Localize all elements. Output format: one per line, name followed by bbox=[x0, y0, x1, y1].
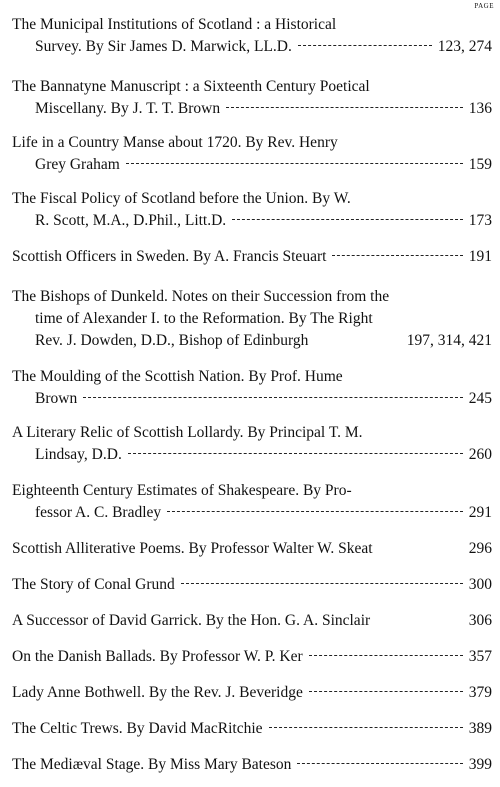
entry-page-number: 191 bbox=[468, 248, 492, 265]
toc-entry[interactable] bbox=[12, 538, 492, 560]
dot-leader bbox=[297, 761, 462, 764]
page-column-label: PAGE bbox=[474, 2, 494, 10]
entry-page-number: 260 bbox=[468, 446, 492, 463]
dot-leader bbox=[377, 546, 465, 548]
entry-page-number: 291 bbox=[468, 504, 492, 521]
toc-entry[interactable] bbox=[12, 366, 492, 410]
entry-title-line bbox=[12, 330, 492, 352]
entry-title: The Celtic Trews. By David MacRitchie bbox=[12, 720, 263, 737]
entry-page-number: 306 bbox=[468, 612, 492, 629]
entry-title: The Mediæval Stage. By Miss Mary Bateson bbox=[12, 756, 292, 773]
toc-entry[interactable] bbox=[12, 286, 492, 352]
entry-page-number: 245 bbox=[468, 390, 492, 407]
entry-page-number: 389 bbox=[468, 720, 492, 737]
entry-page-number: 123, 274 bbox=[437, 38, 492, 55]
toc-entry[interactable] bbox=[12, 574, 492, 596]
dot-leader bbox=[298, 43, 432, 46]
entry-title-line bbox=[12, 444, 492, 466]
entry-title: Lady Anne Bothwell. By the Rev. J. Beveridge bbox=[12, 684, 303, 701]
entry-title-line bbox=[12, 246, 492, 268]
entry-title: R. Scott, M.A., D.Phil., Litt.D. bbox=[35, 212, 227, 229]
entry-title: The Fiscal Policy of Scotland before the Union. By W. bbox=[12, 190, 351, 207]
toc-entry[interactable] bbox=[12, 610, 492, 632]
entry-title-line bbox=[12, 132, 492, 154]
dot-leader bbox=[309, 653, 463, 656]
entry-title: Lindsay, D.D. bbox=[35, 446, 122, 463]
entry-title: A Literary Relic of Scottish Lollardy. By Principal T. M. bbox=[12, 424, 363, 441]
entry-title: The Bannatyne Manuscript : a Sixteenth Century Poetical bbox=[12, 78, 370, 95]
toc-entry[interactable] bbox=[12, 754, 492, 776]
entry-page-number: 300 bbox=[468, 576, 492, 593]
toc-entry[interactable] bbox=[12, 188, 492, 232]
entry-page-number: 136 bbox=[468, 100, 492, 117]
entry-title-line bbox=[12, 188, 492, 210]
entry-title: Eighteenth Century Estimates of Shakespeare. By Pro- bbox=[12, 482, 352, 499]
entry-title: The Bishops of Dunkeld. Notes on their Succession from the bbox=[12, 288, 390, 305]
entry-title: Miscellany. By J. T. T. Brown bbox=[35, 100, 221, 117]
dot-leader bbox=[309, 689, 463, 692]
entry-title-line bbox=[12, 36, 492, 58]
entry-title: Survey. By Sir James D. Marwick, LL.D. bbox=[35, 38, 292, 55]
entry-title-line bbox=[12, 610, 492, 632]
dot-leader bbox=[332, 253, 462, 256]
entry-title-line bbox=[12, 286, 492, 308]
entry-title-line bbox=[12, 388, 492, 410]
toc-entry[interactable] bbox=[12, 422, 492, 466]
entry-title-line bbox=[12, 308, 492, 330]
entry-title: time of Alexander I. to the Reformation. By The Right bbox=[35, 310, 373, 327]
toc-entry[interactable] bbox=[12, 14, 492, 58]
entry-title-line bbox=[12, 480, 492, 502]
entry-title: Grey Graham bbox=[35, 156, 120, 173]
dot-leader bbox=[128, 451, 463, 454]
entry-title-line bbox=[12, 98, 492, 120]
entry-title: On the Danish Ballads. By Professor W. P. Ker bbox=[12, 648, 303, 665]
dot-leader bbox=[83, 395, 463, 398]
entry-title-line bbox=[12, 210, 492, 232]
entry-page-number: 296 bbox=[468, 540, 492, 557]
entry-page-number: 399 bbox=[468, 756, 492, 773]
toc-entry[interactable] bbox=[12, 246, 492, 268]
entry-title-line bbox=[12, 422, 492, 444]
entry-title: The Story of Conal Grund bbox=[12, 576, 175, 593]
dot-leader bbox=[232, 217, 463, 220]
entry-title: fessor A. C. Bradley bbox=[35, 504, 162, 521]
entry-title: Scottish Officers in Sweden. By A. Francis Steuart bbox=[12, 248, 327, 265]
dot-leader bbox=[226, 105, 463, 108]
toc-entry[interactable] bbox=[12, 682, 492, 704]
dot-leader bbox=[374, 618, 465, 620]
entry-title-line bbox=[12, 14, 492, 36]
entry-page-number: 173 bbox=[468, 212, 492, 229]
entry-title: A Successor of David Garrick. By the Hon. G. A. Sinclair bbox=[12, 612, 371, 629]
entry-title: Rev. J. Dowden, D.D., Bishop of Edinburgh bbox=[35, 332, 309, 349]
entry-title-line bbox=[12, 538, 492, 560]
entry-title-line bbox=[12, 76, 492, 98]
toc-entry[interactable] bbox=[12, 480, 492, 524]
entry-page-number: 357 bbox=[468, 648, 492, 665]
entry-title-line bbox=[12, 366, 492, 388]
entry-page-number: 197, 314, 421 bbox=[406, 332, 492, 349]
entry-title: The Municipal Institutions of Scotland : a Historical bbox=[12, 16, 337, 33]
entry-page-number: 379 bbox=[468, 684, 492, 701]
dot-leader bbox=[314, 338, 400, 340]
entry-title: Life in a Country Manse about 1720. By Rev. Henry bbox=[12, 134, 338, 151]
dot-leader bbox=[269, 725, 463, 728]
entry-title-line bbox=[12, 154, 492, 176]
entry-title: Brown bbox=[35, 390, 78, 407]
entry-title-line bbox=[12, 646, 492, 668]
entry-title-line bbox=[12, 754, 492, 776]
dot-leader bbox=[181, 581, 463, 584]
entry-title: Scottish Alliterative Poems. By Professor Walter W. Skeat bbox=[12, 540, 373, 557]
toc-entry[interactable] bbox=[12, 646, 492, 668]
entry-title-line bbox=[12, 502, 492, 524]
entry-title-line bbox=[12, 718, 492, 740]
dot-leader bbox=[167, 509, 463, 512]
toc-entry[interactable] bbox=[12, 76, 492, 120]
toc-entry[interactable] bbox=[12, 132, 492, 176]
toc-entry[interactable] bbox=[12, 718, 492, 740]
entry-title: The Moulding of the Scottish Nation. By Prof. Hume bbox=[12, 368, 343, 385]
entry-page-number: 159 bbox=[468, 156, 492, 173]
entry-title-line bbox=[12, 574, 492, 596]
entry-title-line bbox=[12, 682, 492, 704]
dot-leader bbox=[126, 161, 463, 164]
